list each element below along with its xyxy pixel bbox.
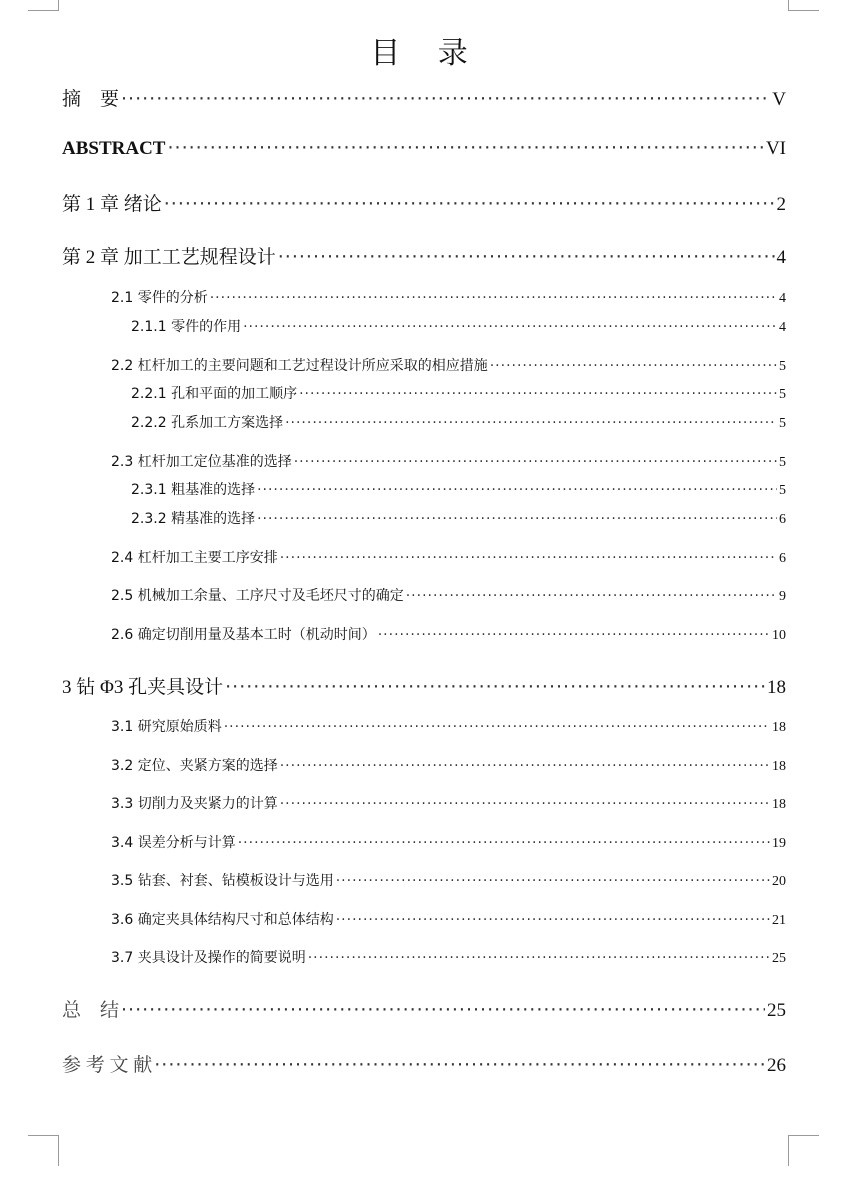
toc-leader-dots: [308, 950, 770, 966]
toc-entry-page: 25: [772, 951, 786, 966]
toc-entry-page: 5: [779, 455, 786, 470]
toc-entry-label: 第 1 章 绪论: [62, 194, 162, 215]
toc-entry-page: VI: [765, 138, 786, 159]
toc-leader-dots: [285, 415, 777, 431]
toc-entry-page: 4: [779, 291, 786, 306]
toc-leader-dots: [257, 482, 777, 498]
toc-entry-page: 19: [772, 836, 786, 851]
toc-entry[interactable]: [131, 383, 786, 403]
toc-leader-dots: [224, 719, 770, 735]
toc-leader-dots: [225, 676, 765, 698]
toc-leader-dots: [167, 137, 763, 159]
toc-entry[interactable]: [111, 947, 786, 967]
toc-entry[interactable]: [111, 451, 786, 471]
toc-leader-dots: [280, 796, 770, 812]
toc-entry[interactable]: [62, 242, 786, 269]
toc-leader-dots: [406, 588, 777, 604]
toc-entry-page: 5: [779, 416, 786, 431]
toc-entry-label: 2.1.1 零件的作用: [131, 319, 242, 335]
toc-entry[interactable]: [111, 355, 786, 375]
toc-entry-page: 4: [776, 247, 786, 268]
toc-entry-label: 第 2 章 加工工艺规程设计: [62, 247, 276, 268]
toc-leader-dots: [121, 999, 765, 1021]
toc-entry-page: 18: [772, 759, 786, 774]
toc-leader-dots: [294, 454, 777, 470]
toc-entry[interactable]: [111, 870, 786, 890]
toc-entry[interactable]: [131, 412, 786, 432]
toc-entry[interactable]: [131, 316, 786, 336]
toc-leader-dots: [336, 873, 770, 889]
toc-entry-label: 2.3 杠杆加工定位基准的选择: [111, 454, 292, 470]
toc-leader-dots: [336, 912, 770, 928]
toc-entry[interactable]: [111, 793, 786, 813]
toc-entry[interactable]: [111, 909, 786, 929]
toc-entry-page: 26: [767, 1055, 786, 1076]
toc-entry[interactable]: [111, 832, 786, 852]
toc-entry-label: 3.2 定位、夹紧方案的选择: [111, 758, 278, 774]
page-title: 目 录: [370, 36, 482, 72]
toc-entry[interactable]: [111, 755, 786, 775]
toc-leader-dots: [243, 319, 777, 335]
toc-entry-page: 6: [779, 512, 786, 527]
toc-entry[interactable]: [111, 716, 786, 736]
toc-entry-page: 9: [779, 589, 786, 604]
toc-entry[interactable]: [62, 137, 786, 160]
toc-entry-label: 3.6 确定夹具体结构尺寸和总体结构: [111, 912, 334, 928]
toc-entry-label: 2.1 零件的分析: [111, 290, 208, 306]
toc-entry-page: 5: [779, 387, 786, 402]
toc-entry-label: 摘 要: [62, 89, 120, 110]
toc-entry[interactable]: [62, 672, 786, 699]
toc-entry-label: 2.3.2 精基准的选择: [131, 511, 256, 527]
toc-entry-page: 18: [767, 677, 786, 698]
toc-entry[interactable]: [62, 1050, 786, 1077]
toc-leader-dots: [154, 1054, 765, 1076]
toc-entry-page: 6: [779, 551, 786, 566]
toc-leader-dots: [378, 627, 770, 643]
toc-entry[interactable]: [111, 624, 786, 644]
toc-entry[interactable]: [111, 547, 786, 567]
toc-entry-page: 20: [772, 874, 786, 889]
toc-entry-label: 2.2.2 孔系加工方案选择: [131, 415, 284, 431]
toc-entry-label: 2.2 杠杆加工的主要问题和工艺过程设计所应采取的相应措施: [111, 358, 488, 374]
toc-entry[interactable]: [62, 189, 786, 216]
toc-entry[interactable]: [62, 84, 786, 111]
toc-entry-page: 4: [779, 320, 786, 335]
toc-entry[interactable]: [131, 508, 786, 528]
toc-leader-dots: [280, 758, 770, 774]
toc-leader-dots: [257, 511, 777, 527]
toc-entry-label: 3.1 研究原始质料: [111, 719, 222, 735]
toc-entry-label: 2.2.1 孔和平面的加工顺序: [131, 386, 298, 402]
toc-entry[interactable]: [111, 585, 786, 605]
toc-entry-label: 参 考 文 献: [62, 1055, 153, 1076]
toc-entry-page: 18: [772, 720, 786, 735]
toc-leader-dots: [210, 290, 777, 306]
toc-entry-label: 2.6 确定切削用量及基本工时（机动时间）: [111, 627, 376, 643]
toc-leader-dots: [280, 550, 777, 566]
toc-entry-label: 总 结: [62, 1000, 120, 1021]
toc-entry-page: V: [772, 89, 786, 110]
toc-entry-page: 2: [776, 194, 786, 215]
toc-entry-page: 25: [767, 1000, 786, 1021]
toc-entry-label: 3.4 误差分析与计算: [111, 835, 236, 851]
toc-entry[interactable]: [131, 479, 786, 499]
toc-leader-dots: [238, 835, 770, 851]
toc-leader-dots: [299, 386, 777, 402]
toc-entry[interactable]: [111, 287, 786, 307]
toc-entry-label: 2.4 杠杆加工主要工序安排: [111, 550, 278, 566]
toc-entry-label: 2.5 机械加工余量、工序尺寸及毛坯尺寸的确定: [111, 588, 404, 604]
toc-entry[interactable]: [62, 995, 786, 1022]
toc-entry-page: 18: [772, 797, 786, 812]
toc-entry-label: 3.3 切削力及夹紧力的计算: [111, 796, 278, 812]
toc-leader-dots: [490, 358, 777, 374]
toc-leader-dots: [278, 246, 775, 268]
toc-entry-label: 3.5 钻套、衬套、钻模板设计与选用: [111, 873, 334, 889]
toc-entry-page: 5: [779, 359, 786, 374]
toc-entry-label: 3 钻 Φ3 孔夹具设计: [62, 677, 224, 698]
toc-entry-page: 10: [772, 628, 786, 643]
toc-leader-dots: [164, 193, 775, 215]
toc-entry-label: ABSTRACT: [62, 138, 166, 159]
toc-leader-dots: [121, 88, 770, 110]
toc-entry-label: 2.3.1 粗基准的选择: [131, 482, 256, 498]
toc-entry-label: 3.7 夹具设计及操作的简要说明: [111, 950, 306, 966]
toc-entry-page: 21: [772, 913, 786, 928]
toc-entry-page: 5: [779, 483, 786, 498]
